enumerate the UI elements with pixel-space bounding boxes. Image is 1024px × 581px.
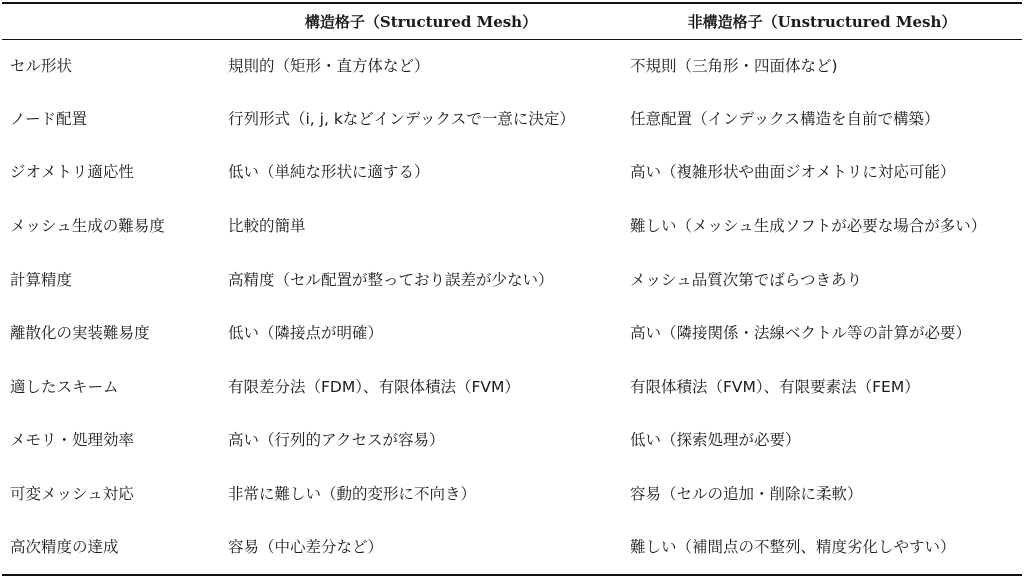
table-header bbox=[2, 3, 1022, 39]
header-attribute bbox=[2, 3, 220, 39]
row-structured-value: 低い（単純な形状に適する） bbox=[228, 163, 430, 182]
header-unstructured-mesh: 非構造格子（Unstructured Mesh） bbox=[622, 3, 1022, 39]
table-row bbox=[2, 468, 1022, 522]
row-structured-value: 有限差分法（FDM）、有限体積法（FVM） bbox=[228, 377, 520, 396]
row-unstructured-value: 難しい（メッシュ生成ソフトが必要な場合が多い） bbox=[630, 217, 987, 236]
table-body bbox=[2, 39, 1022, 575]
row-attribute: 可変メッシュ対応 bbox=[10, 485, 134, 504]
row-attribute: 計算精度 bbox=[10, 270, 73, 289]
table-row bbox=[2, 39, 1022, 93]
row-unstructured-value: 任意配置（インデックス構造を自前で構築） bbox=[630, 109, 940, 128]
table-row bbox=[2, 146, 1022, 200]
row-attribute: ジオメトリ適応性 bbox=[10, 163, 134, 182]
row-attribute: メモリ・処理効率 bbox=[10, 431, 135, 450]
row-structured-value: 非常に難しい（動的変形に不向き） bbox=[228, 485, 477, 504]
row-attribute: ノード配置 bbox=[10, 109, 88, 128]
table-row bbox=[2, 307, 1022, 361]
table-row bbox=[2, 200, 1022, 254]
header-row bbox=[2, 3, 1022, 39]
row-attribute: 高次精度の達成 bbox=[2, 521, 220, 575]
row-structured-value: 低い（隣接点が明確） bbox=[228, 324, 384, 343]
row-unstructured-value: 低い（探索処理が必要） bbox=[630, 431, 801, 450]
row-structured-value: 比較的簡単 bbox=[228, 217, 306, 236]
header-structured-mesh: 構造格子（Structured Mesh） bbox=[220, 3, 622, 39]
table-row bbox=[2, 361, 1022, 415]
mesh-comparison-table bbox=[2, 2, 1022, 576]
table-row bbox=[2, 93, 1022, 147]
row-attribute: 適したスキーム bbox=[10, 377, 119, 396]
row-attribute: 離散化の実装難易度 bbox=[10, 324, 150, 343]
table-row bbox=[2, 414, 1022, 468]
row-structured-value: 規則的（矩形・直方体など） bbox=[228, 56, 430, 75]
row-structured-value: 高精度（セル配置が整っており誤差が少ない） bbox=[228, 270, 554, 289]
row-structured-value: 行列形式（i, j, kなどインデックスで一意に決定） bbox=[228, 109, 575, 128]
row-unstructured-value: 高い（複雑形状や曲面ジオメトリに対応可能） bbox=[630, 163, 956, 182]
table-row bbox=[2, 253, 1022, 307]
row-structured-value: 高い（行列的アクセスが容易） bbox=[228, 431, 445, 450]
row-attribute: メッシュ生成の難易度 bbox=[10, 217, 165, 236]
row-unstructured-value: メッシュ品質次第でばらつきあり bbox=[630, 270, 863, 289]
row-unstructured-value: 難しい（補間点の不整列、精度劣化しやすい） bbox=[622, 521, 1022, 575]
row-unstructured-value: 高い（隣接関係・法線ベクトル等の計算が必要） bbox=[630, 324, 972, 343]
row-unstructured-value: 有限体積法（FVM）、有限要素法（FEM） bbox=[630, 377, 920, 396]
table-row bbox=[2, 521, 1022, 575]
row-unstructured-value: 容易（セルの追加・削除に柔軟） bbox=[630, 485, 863, 504]
row-attribute: セル形状 bbox=[10, 56, 73, 75]
row-structured-value: 容易（中心差分など） bbox=[220, 521, 622, 575]
row-unstructured-value: 不規則（三角形・四面体など) bbox=[630, 56, 838, 75]
